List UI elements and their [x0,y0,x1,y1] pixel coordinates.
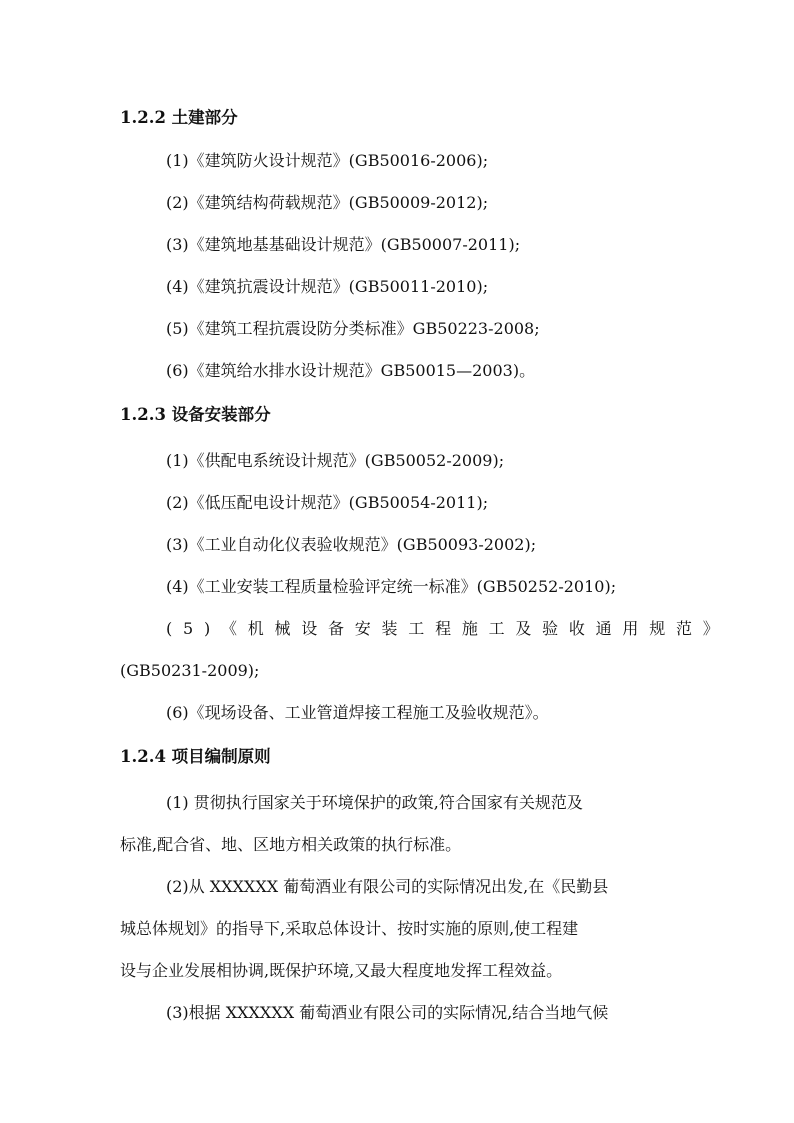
spread-char: 安 [354,619,371,638]
spread-char: 范 [675,619,692,638]
list-item: (2)《低压配电设计规范》(GB50054-2011); [166,493,489,512]
list-item: (3)《建筑地基基础设计规范》(GB50007-2011); [166,235,521,254]
spread-char: 用 [622,619,639,638]
spread-char: 规 [649,619,666,638]
list-item: (4)《建筑抗震设计规范》(GB50011-2010); [166,277,489,296]
paragraph-line: (1) 贯彻执行国家关于环境保护的政策,符合国家有关规范及 [166,793,583,812]
paragraph-line: (2)从 XXXXXX 葡萄酒业有限公司的实际情况出发,在《民勤县 [166,877,609,896]
spread-char: 程 [435,619,452,638]
list-item: (5)《建筑工程抗震设防分类标准》GB50223-2008; [166,319,540,338]
list-item: (6)《现场设备、工业管道焊接工程施工及验收规范》。 [166,703,549,722]
list-item: (1)《供配电系统设计规范》(GB50052-2009); [166,451,505,470]
spread-char: 《 [220,619,237,638]
spread-char: 通 [595,619,612,638]
paragraph-line: (3)根据 XXXXXX 葡萄酒业有限公司的实际情况,结合当地气候 [166,1003,609,1022]
spread-char: 设 [301,619,318,638]
list-item: (6)《建筑给水排水设计规范》GB50015—2003)。 [166,361,536,380]
section-heading-1-2-4: 1.2.4 项目编制原则 [120,747,271,766]
section-heading-1-2-3: 1.2.3 设备安装部分 [120,405,271,424]
spread-char: 械 [274,619,291,638]
section-heading-1-2-2: 1.2.2 土建部分 [120,108,238,127]
spread-char: 》 [702,619,719,638]
paragraph-line: 标准,配合省、地、区地方相关政策的执行标准。 [120,835,462,854]
list-item: (4)《工业安装工程质量检验评定统一标准》(GB50252-2010); [166,577,617,596]
spread-char: 机 [247,619,264,638]
spread-char: 工 [488,619,505,638]
spread-char: 5 [183,619,194,638]
spread-char: 收 [568,619,585,638]
spread-char: 及 [515,619,532,638]
paragraph-line: 设与企业发展相协调,既保护环境,又最大程度地发挥工程效益。 [120,961,563,980]
spread-char: 备 [328,619,345,638]
spread-char: ( [166,619,173,638]
spread-char: 装 [381,619,398,638]
list-item-spread [166,618,719,640]
list-item: (2)《建筑结构荷载规范》(GB50009-2012); [166,193,489,212]
spread-char: 验 [542,619,559,638]
paragraph-line: 城总体规划》的指导下,采取总体设计、按时实施的原则,使工程建 [120,919,579,938]
spread-char: 工 [408,619,425,638]
spread-char: ) [203,619,211,638]
list-item-continuation: (GB50231-2009); [120,661,260,680]
spread-char: 施 [461,619,478,638]
list-item: (3)《工业自动化仪表验收规范》(GB50093-2002); [166,535,537,554]
list-item: (1)《建筑防火设计规范》(GB50016-2006); [166,151,489,170]
